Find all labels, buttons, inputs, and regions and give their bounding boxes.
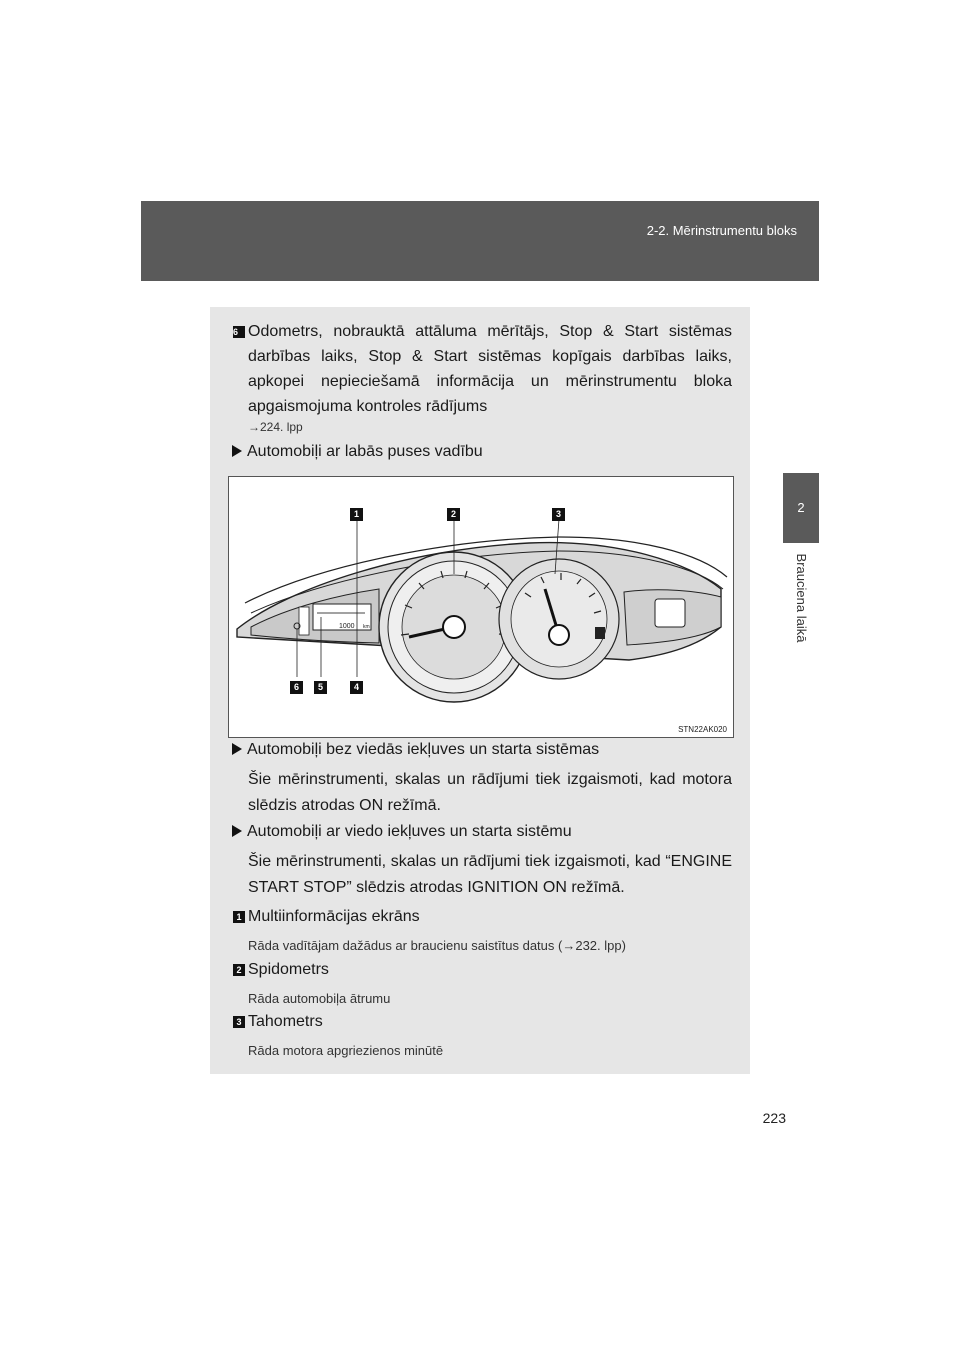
item-badge: 3: [233, 1016, 245, 1028]
item-description: Rāda vadītājam dažādus ar braucienu saistītus datus (→232. lpp): [248, 938, 626, 953]
chapter-label: Brauciena laikā: [794, 553, 809, 643]
content-box: [210, 307, 750, 1074]
item-text: Odometrs, nobrauktā attāluma mērītājs, Stop & Start sistēmas darbības laiks, Stop & Start sistēmas kopīgais darbības laiks, apkopei nepieciešamā informācija un mērinstrumentu bloka apgaismojuma kontroles rādījums: [248, 323, 732, 415]
smart-text: Šie mērinstrumenti, skalas un rādījumi tiek izgaismoti, kad “ENGINE START STOP” slēdzis atrodas IGNITION ON režīmā.: [248, 853, 732, 896]
item-odometer: [233, 319, 732, 419]
item-badge: 2: [233, 964, 245, 976]
item-tachometer: [236, 1009, 732, 1063]
no-smart-heading: Automobiļi bez viedās iekļuves un starta sistēmas: [232, 739, 599, 761]
item-badge: 1: [233, 911, 245, 923]
odometer-reading: 1000: [339, 623, 355, 630]
callout-1: 1: [350, 508, 363, 521]
callout-2: 2: [447, 508, 460, 521]
item-title: Spidometrs: [248, 961, 329, 978]
item-multi-info: [236, 904, 732, 958]
section-title: 2-2. Mērinstrumentu bloks: [646, 223, 797, 238]
item-speedometer: [236, 957, 732, 1011]
page-reference[interactable]: →224. lpp: [248, 420, 303, 434]
instrument-cluster-illustration: [229, 477, 733, 737]
item-description: Rāda motora apgriezienos minūtē: [248, 1043, 444, 1058]
triangle-bullet-icon: [232, 445, 242, 457]
chapter-number: 2: [797, 500, 805, 515]
no-smart-text: Šie mērinstrumenti, skalas un rādījumi tiek izgaismoti, kad motora slēdzis atrodas ON režīmā.: [248, 771, 732, 814]
triangle-bullet-icon: [232, 743, 242, 755]
chapter-tab[interactable]: [783, 473, 819, 543]
smart-heading: Automobiļi ar viedo iekļuves un starta sistēmu: [232, 821, 572, 843]
callout-5: 5: [314, 681, 327, 694]
instrument-cluster-figure: [228, 476, 734, 738]
item-description: Rāda automobiļa ātrumu: [248, 991, 391, 1006]
item-title: Tahometrs: [248, 1013, 323, 1030]
header-bar: [141, 201, 819, 281]
svg-text:km: km: [363, 624, 370, 630]
item-badge: 6: [233, 326, 245, 338]
callout-4: 4: [350, 681, 363, 694]
triangle-bullet-icon: [232, 825, 242, 837]
item-title: Multiinformācijas ekrāns: [248, 908, 420, 925]
rhd-heading: Automobiļi ar labās puses vadību: [232, 441, 483, 463]
callout-6: 6: [290, 681, 303, 694]
figure-code: STN22AK020: [678, 725, 727, 734]
callout-3: 3: [552, 508, 565, 521]
chapter-label-strip: [783, 543, 819, 653]
page-number: 223: [762, 1110, 786, 1126]
